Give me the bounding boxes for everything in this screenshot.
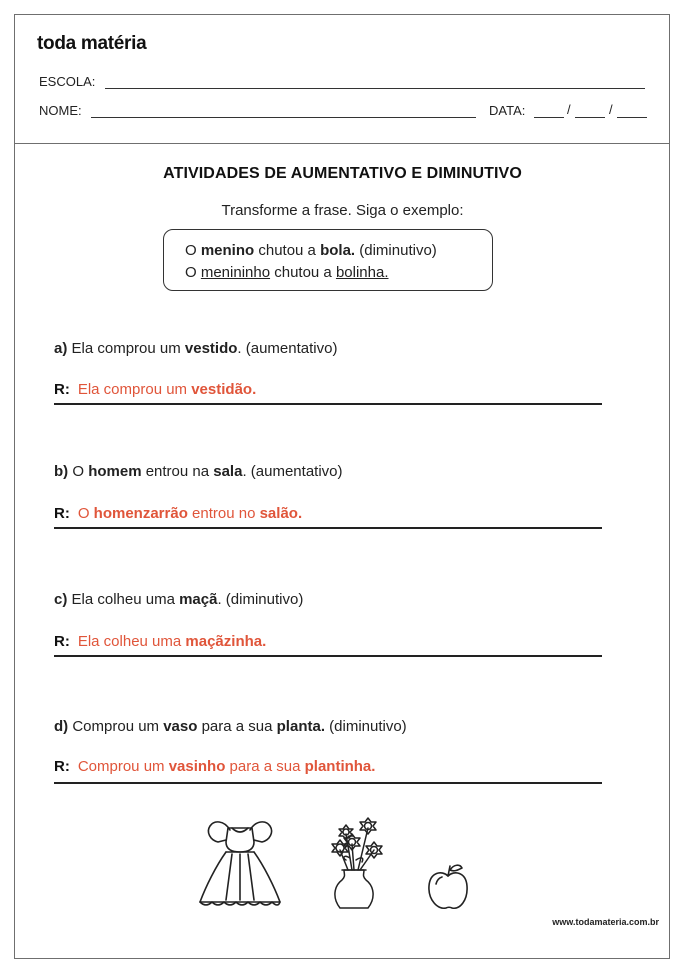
worksheet-header — [15, 15, 669, 144]
escola-label: ESCOLA: — [39, 74, 96, 89]
answer-line-c — [54, 655, 602, 657]
question-b: b) O homem entrou na sala. (aumentativo) — [54, 463, 343, 480]
brand-logo: toda matéria — [37, 33, 147, 54]
answer-b: R: O homenzarrão entrou no salão. — [54, 505, 303, 522]
escola-field[interactable] — [105, 88, 645, 89]
example-line-1: O menino chutou a bola. (diminutivo) — [185, 242, 437, 259]
date-day-field[interactable] — [534, 117, 564, 118]
date-year-field[interactable] — [617, 117, 647, 118]
flower-vase-icon — [318, 814, 390, 914]
question-a: a) Ela comprou um vestido. (aumentativo) — [54, 340, 338, 357]
answer-a: R: Ela comprou um vestidão. — [54, 381, 257, 398]
question-d: d) Comprou um vaso para a sua planta. (diminutivo) — [54, 718, 407, 735]
answer-line-d — [54, 782, 602, 784]
apple-icon — [426, 862, 470, 912]
example-box — [163, 229, 493, 291]
answer-c: R: Ela colheu uma maçãzinha. — [54, 633, 267, 650]
footer-url[interactable]: www.todamateria.com.br — [552, 917, 659, 927]
date-separator: / — [609, 102, 613, 117]
example-line-2: O menininho chutou a bolinha. — [185, 264, 389, 281]
answer-d: R: Comprou um vasinho para a sua plantinha. — [54, 758, 376, 775]
date-month-field[interactable] — [575, 117, 605, 118]
nome-field[interactable] — [91, 117, 476, 118]
data-label: DATA: — [489, 103, 526, 118]
answer-line-b — [54, 527, 602, 529]
answer-line-a — [54, 403, 602, 405]
nome-label: NOME: — [39, 103, 82, 118]
question-c: c) Ela colheu uma maçã. (diminutivo) — [54, 591, 304, 608]
instruction-text: Transforme a frase. Siga o exemplo: — [221, 202, 464, 219]
dress-icon — [196, 816, 284, 912]
date-separator: / — [567, 102, 571, 117]
page-title: ATIVIDADES DE AUMENTATIVO E DIMINUTIVO — [163, 165, 522, 182]
